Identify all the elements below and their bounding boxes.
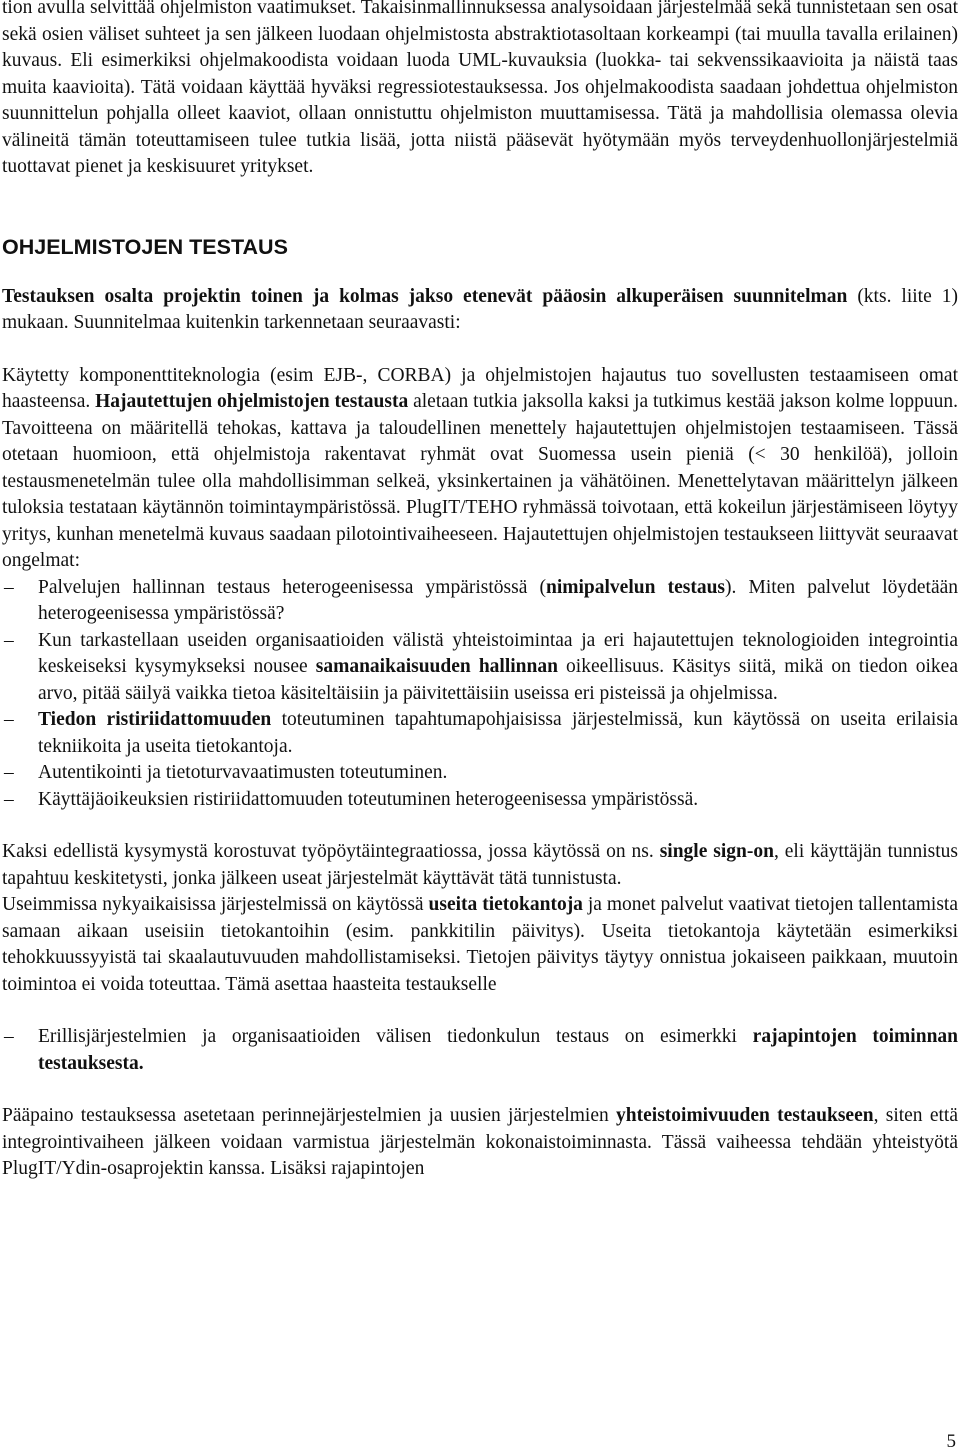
- list-item: [2, 575, 958, 628]
- sso-text-c: , eli käyttäjän tunnistus tapahtuu keskitetysti, jonka jälkeen useat järjestelmät käyttävät tätä tunnistusta.: [2, 841, 959, 889]
- dash-bullet: –: [4, 576, 14, 598]
- section-heading-text: OHJELMISTOJEN TESTAUS: [2, 234, 288, 259]
- list-item-bold: samanaikaisuuden hallinnan: [315, 656, 558, 677]
- interop-text-a: Pääpaino testauksessa asetetaan perinnejärjestelmien ja uusien järjestelmien: [2, 1105, 617, 1126]
- list-item-text: toteutuminen tapahtumapohjaisissa järjestelmissä, kun käytössä on useita erilaisia tekniikoita ja useita tietokantoja.: [38, 709, 958, 757]
- distributed-text-a: Käytetty komponenttiteknologia (esim EJB-, CORBA) ja ohjelmistojen hajautus tuo sovellusten testaamiseen omat haasteensa.: [2, 364, 958, 412]
- list-item-bold: rajapintojen toiminnan testauksesta.: [38, 1026, 959, 1074]
- plan-bold-text: Testauksen osalta projektin toinen ja kolmas jakso etenevät pääosin alkuperäisen suunnitelman: [2, 285, 848, 307]
- interoperability-paragraph: [2, 1103, 958, 1183]
- plan-paragraph: [2, 284, 958, 337]
- interop-bold-text: yhteistoimivuuden testaukseen: [616, 1105, 874, 1126]
- list-item: [2, 1024, 958, 1077]
- list-item: [2, 628, 958, 708]
- dash-bullet: –: [4, 709, 14, 730]
- list-item-text: ). Miten palvelut löydetään heterogeenisessa ympäristössä?: [38, 576, 958, 624]
- list-item: [2, 707, 958, 760]
- sso-bold-text: single sign-on: [659, 841, 774, 862]
- list-item-text: Kun tarkastellaan useiden organisaatioiden välistä yhteistoimintaa ja eri hajautettujen teknologioiden integrointia keskeiseksi kysymykseksi nousee: [38, 629, 958, 677]
- list-item-text: Käyttäjäoikeuksien ristiriidattomuuden toteutuminen heterogeenisessa ympäristössä.: [38, 788, 699, 810]
- interface-list: [2, 1024, 958, 1077]
- list-item-text: oikeellisuus. Käsitys siitä, mikä on tiedon oikea arvo, pitää säilyä vaikka tietoa käsiteltäisiin ja päivitettäisiin useissa eri pisteissä ja ohjelmissa.: [38, 656, 958, 704]
- page-number: 5: [946, 1431, 956, 1452]
- dash-bullet: –: [4, 1026, 14, 1047]
- document-page: [2, 0, 958, 1183]
- list-item: [2, 787, 958, 814]
- intro-paragraph: [2, 0, 958, 181]
- list-item-text: Erillisjärjestelmien ja organisaatioiden välisen tiedonkulun testaus on esimerkki: [38, 1026, 753, 1047]
- dash-bullet: –: [4, 788, 14, 810]
- intro-text: tion avulla selvittää ohjelmiston vaatimukset. Takaisinmallinnuksessa analysoidaan järjestelmää sekä tunnistetaan sen osat sekä osien väliset suhteet ja sen jälkeen luodaan ohjelmistosta abstraktiotasoltaan korkeampi (tai muulla tavalla erilainen) kuvaus. Eli esimerkiksi ohjelmakoodista voidaan luoda UML-kuvauksia (luokka- tai sekvenssikaavioita ja näistä taas muita kaavioita). Tätä voidaan käyttää hyväksi regressiotestauksessa. Jos ohjelmakoodista saadaan johdettua ohjelmiston suunnittelun pohjalla olleet kaaviot, ollaan onnistuttu ohjelmiston muuttamisessa. Tätä ja mahdollisia olemassa olevia välineitä tämän toteuttamiseen tulee tutkia lisää, jotta niistä pääsevät hyötymään myös terveydenhuollonjärjestelmiä tuottavat pienet ja keskisuuret yritykset.: [2, 0, 958, 177]
- distributed-bold-text: Hajautettujen ohjelmistojen testausta: [95, 391, 409, 412]
- databases-text-a: Useimmissa nykyaikaisissa järjestelmissä on käytössä: [2, 894, 429, 915]
- list-item-text: Autentikointi ja tietoturvavaatimusten toteutuminen.: [38, 762, 448, 783]
- list-item-bold: Tiedon ristiriidattomuuden: [38, 709, 272, 730]
- interop-text-c: , siten että integrointivaiheen jälkeen voidaan varmistua järjestelmän kokonaistoiminnasta. Tässä vaiheessa tehdään yhteistyötä PlugIT/Ydin-osaprojektin kanssa. Lisäksi rajapintojen: [2, 1105, 958, 1179]
- sso-text-a: Kaksi edellistä kysymystä korostuvat työpöytäintegraatiossa, jossa käytössä on ns.: [2, 841, 660, 862]
- section-heading: [2, 233, 958, 261]
- dash-bullet: –: [4, 629, 14, 651]
- databases-paragraph: [2, 892, 958, 998]
- distributed-testing-paragraph: [2, 363, 958, 575]
- sso-paragraph: [2, 839, 958, 892]
- dash-bullet: –: [4, 762, 14, 783]
- databases-bold-text: useita tietokantoja: [428, 894, 583, 915]
- list-item-text: Palvelujen hallinnan testaus heterogeenisessa ympäristössä (: [38, 576, 546, 598]
- list-item: [2, 760, 958, 787]
- problems-list: [2, 575, 958, 814]
- list-item-bold: nimipalvelun testaus: [546, 576, 726, 598]
- plan-text: (kts. liite 1) mukaan. Suunnitelmaa kuitenkin tarkennetaan seuraavasti:: [2, 285, 958, 333]
- distributed-text-c: aletaan tutkia jaksolla kaksi ja tutkimus kestää jakson kolme loppuun. Tavoitteena on määritellä tehokas, kattava ja taloudellinen menettely hajautettujen ohjelmistojen testaamiseen. Tässä otetaan huomioon, että ohjelmistoja rakentavat ryhmät ovat Suomessa usein pieniä (< 30 henkilöä), jolloin testausmenetelmän tulee olla mahdollisimman selkeä, yksinkertainen ja vähätöinen. Menettelytavan määrittelyn jälkeen tuloksia testataan käytännön toimintaympäristössä. PlugIT/TEHO ryhmässä toivotaan, että kokeilun järjestämiseen löytyy yritys, kunhan menetelmä kuvaus saadaan pilotointivaiheeseen. Hajautettujen ohjelmistojen testaukseen liittyvät seuraavat ongelmat:: [2, 391, 958, 571]
- databases-text-c: ja monet palvelut vaativat tietojen tallentamista samaan aikaan useisiin tietokantoihin (esim. pankkitilin päivitys). Useita tietokantoja käytetään esimerkiksi tehokkuussyyistä tai skaalautuvuuden mahdollistamiseksi. Tietojen päivitys täytyy onnistua jokaiseen paikkaan, muutoin toimintoa ei voida toteuttaa. Tämä asettaa haasteita testaukselle: [2, 894, 958, 995]
